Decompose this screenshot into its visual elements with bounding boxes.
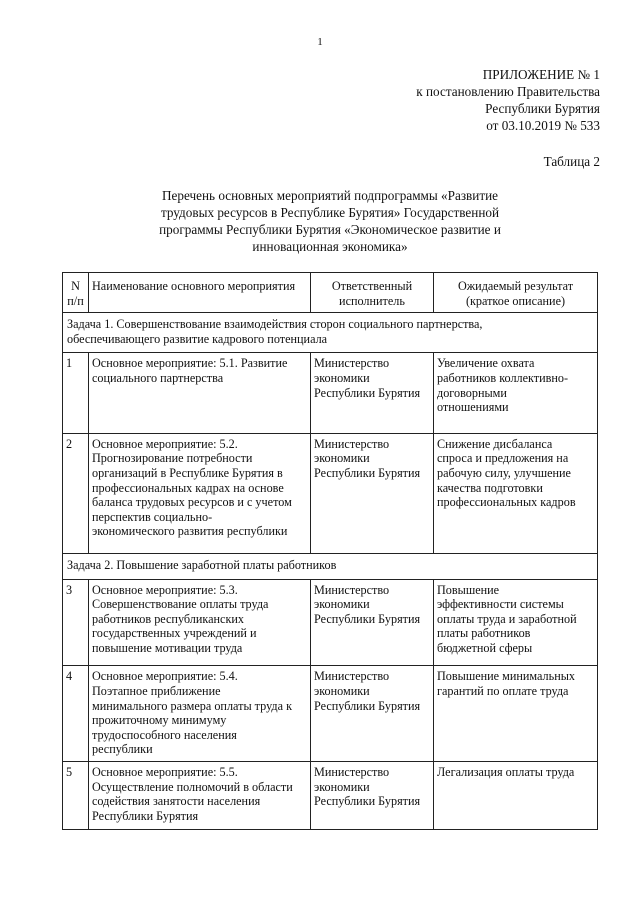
activities-table bbox=[62, 272, 598, 830]
row-number bbox=[63, 762, 89, 830]
activity-name-line: Основное мероприятие: 5.5. bbox=[92, 765, 238, 780]
activity-name bbox=[89, 762, 311, 830]
executor-line: Министерство bbox=[314, 436, 390, 451]
table-row bbox=[63, 433, 598, 553]
activity-name bbox=[89, 353, 311, 433]
activity-name-line: экономического развития республики bbox=[92, 524, 288, 539]
task-row bbox=[63, 553, 598, 579]
activity-name bbox=[89, 433, 311, 553]
task-1: Задача 1. Совершенствование взаимодействия сторон социального партнерства, обеспечивающего развитие кадрового потенциала bbox=[63, 313, 598, 353]
title-line: инновационная экономика» bbox=[252, 239, 408, 254]
executor-line: экономики bbox=[314, 370, 370, 385]
appendix-header bbox=[416, 66, 600, 134]
executor bbox=[311, 579, 434, 666]
activity-name-line: Основное мероприятие: 5.4. bbox=[92, 669, 238, 684]
expected-result-line: рабочую силу, улучшение bbox=[437, 465, 571, 480]
row-number bbox=[63, 666, 89, 762]
row-number bbox=[63, 433, 89, 553]
table-row bbox=[63, 579, 598, 666]
expected-result-line: спроса и предложения на bbox=[437, 451, 569, 466]
executor-line: экономики bbox=[314, 597, 370, 612]
header-executor: Ответственный исполнитель bbox=[311, 273, 434, 313]
row-number bbox=[63, 579, 89, 666]
activity-name-line: Совершенствование оплаты труда bbox=[92, 597, 269, 612]
executor-line: экономики bbox=[314, 779, 370, 794]
executor-line: Министерство bbox=[314, 356, 390, 371]
expected-result-line: отношениями bbox=[437, 400, 509, 415]
activity-name-line: баланса трудовых ресурсов и с учетом bbox=[92, 495, 292, 510]
appendix-line: ПРИЛОЖЕНИЕ № 1 bbox=[482, 67, 600, 82]
expected-result bbox=[434, 353, 598, 433]
expected-result bbox=[434, 666, 598, 762]
header-number: N п/п bbox=[63, 273, 89, 313]
executor bbox=[311, 353, 434, 433]
activity-name-line: Основное мероприятие: 5.1. Развитие bbox=[92, 356, 288, 371]
row-number-line: 1 bbox=[66, 356, 73, 371]
expected-result bbox=[434, 433, 598, 553]
executor-line: Министерство bbox=[314, 765, 390, 780]
executor-line: Республики Бурятия bbox=[314, 794, 421, 809]
executor-line: Республики Бурятия bbox=[314, 385, 421, 400]
executor-line: Министерство bbox=[314, 582, 390, 597]
task-row bbox=[63, 313, 598, 353]
title-line: программы Республики Бурятия «Экономическое развитие и bbox=[159, 222, 501, 237]
activity-name-line: Основное мероприятие: 5.2. bbox=[92, 436, 238, 451]
activity-name-line: содействия занятости населения bbox=[92, 794, 261, 809]
title-line: Перечень основных мероприятий подпрограммы «Развитие bbox=[161, 188, 499, 203]
activity-name-line: профессиональных кадрах на основе bbox=[92, 480, 284, 495]
executor bbox=[311, 666, 434, 762]
activity-name-line: организаций в Республике Бурятия в bbox=[92, 465, 283, 480]
executor-line: экономики bbox=[314, 684, 370, 699]
activity-name-line: перспектив социально- bbox=[92, 509, 213, 524]
activity-name bbox=[89, 666, 311, 762]
activity-name-line: прожиточному минимуму bbox=[92, 713, 227, 728]
table-row bbox=[63, 666, 598, 762]
row-number-line: 4 bbox=[66, 669, 73, 684]
activity-name-line: государственных учреждений и bbox=[92, 626, 257, 641]
executor bbox=[311, 433, 434, 553]
task-2: Задача 2. Повышение заработной платы работников bbox=[63, 553, 598, 579]
activity-name-line: Основное мероприятие: 5.3. bbox=[92, 582, 238, 597]
header-expected-result: Ожидаемый результат (краткое описание) bbox=[434, 273, 598, 313]
title-line: трудовых ресурсов в Республике Бурятия» Государственной bbox=[160, 205, 500, 220]
executor-line: Республики Бурятия bbox=[314, 698, 421, 713]
expected-result-line: оплаты труда и заработной bbox=[437, 611, 577, 626]
activity-name-line: Республики Бурятия bbox=[92, 808, 199, 823]
table-row bbox=[63, 353, 598, 433]
expected-result-line: бюджетной сферы bbox=[437, 640, 533, 655]
activity-name-line: республики bbox=[92, 742, 153, 757]
table-label: Таблица 2 bbox=[543, 154, 600, 169]
executor-line: Республики Бурятия bbox=[314, 611, 421, 626]
activity-name-line: повышение мотивации труда bbox=[92, 640, 243, 655]
expected-result-line: Повышение bbox=[437, 582, 500, 597]
activity-name-line: Осуществление полномочий в области bbox=[92, 779, 293, 794]
activity-name-line: работников республиканских bbox=[92, 611, 244, 626]
header-activity-name: Наименование основного мероприятия bbox=[89, 273, 311, 313]
expected-result-line: Увеличение охвата bbox=[437, 356, 535, 371]
table-row bbox=[63, 762, 598, 830]
row-number-line: 5 bbox=[66, 765, 73, 780]
expected-result-line: эффективности системы bbox=[437, 597, 564, 612]
document-title bbox=[80, 187, 580, 255]
executor-line: экономики bbox=[314, 451, 370, 466]
page-number: 1 bbox=[317, 36, 323, 48]
activity-name bbox=[89, 579, 311, 666]
expected-result-line: договорными bbox=[437, 385, 507, 400]
row-number-line: 3 bbox=[66, 582, 73, 597]
expected-result-line: Повышение минимальных bbox=[437, 669, 576, 684]
expected-result-line: гарантий по оплате труда bbox=[437, 684, 569, 699]
expected-result-line: Легализация оплаты труда bbox=[437, 765, 575, 780]
executor-line: Республики Бурятия bbox=[314, 465, 421, 480]
expected-result bbox=[434, 579, 598, 666]
executor-line: Министерство bbox=[314, 669, 390, 684]
table-header-row bbox=[63, 273, 598, 313]
expected-result-line: работников коллективно- bbox=[437, 370, 569, 385]
activity-name-line: трудоспособного населения bbox=[92, 727, 237, 742]
expected-result bbox=[434, 762, 598, 830]
expected-result-line: качества подготовки bbox=[437, 480, 543, 495]
row-number bbox=[63, 353, 89, 433]
activity-name-line: минимального размера оплаты труда к bbox=[92, 698, 292, 713]
activity-name-line: Прогнозирование потребности bbox=[92, 451, 253, 466]
activity-name-line: Поэтапное приближение bbox=[92, 684, 221, 699]
expected-result-line: профессиональных кадров bbox=[437, 495, 576, 510]
executor bbox=[311, 762, 434, 830]
row-number-line: 2 bbox=[66, 436, 73, 451]
expected-result-line: платы работников bbox=[437, 626, 531, 641]
expected-result-line: Снижение дисбаланса bbox=[437, 436, 553, 451]
appendix-line: Республики Бурятия bbox=[485, 101, 600, 116]
activity-name-line: социального партнерства bbox=[92, 370, 224, 385]
appendix-line: к постановлению Правительства bbox=[416, 84, 600, 99]
appendix-line: от 03.10.2019 № 533 bbox=[486, 118, 600, 133]
